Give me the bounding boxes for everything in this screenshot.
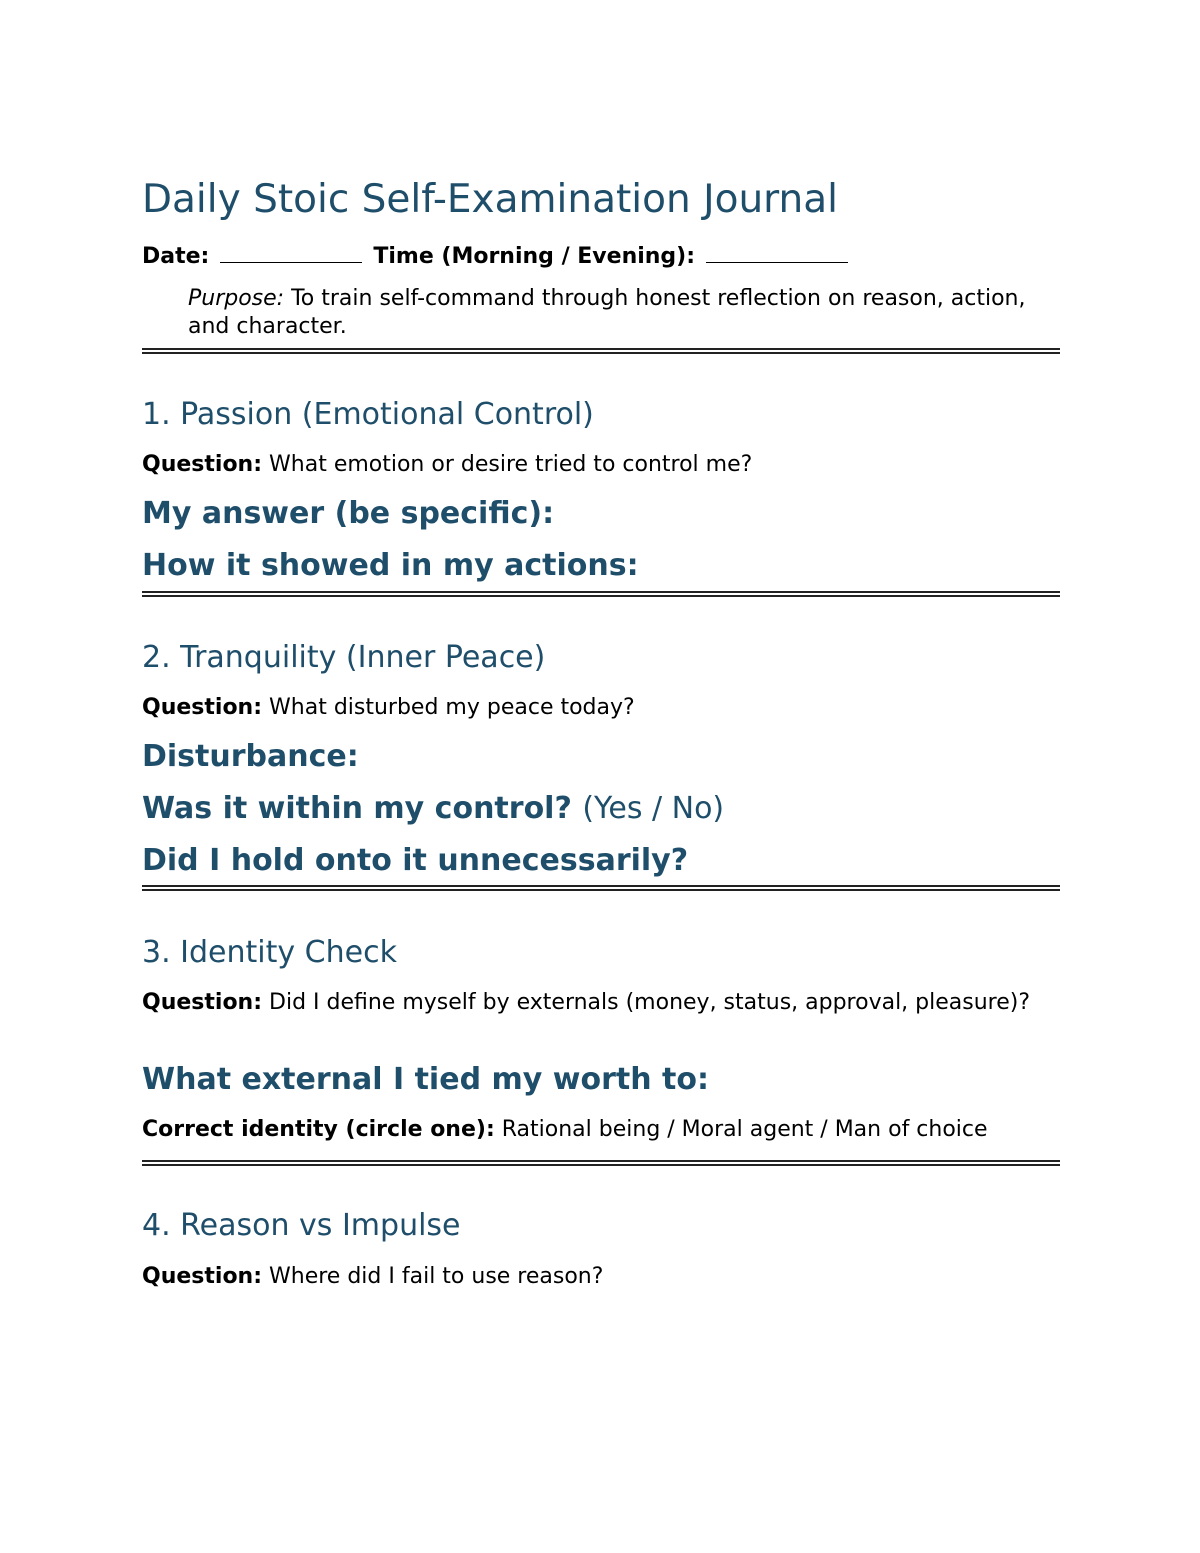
section-1-prompt-actions: How it showed in my actions:: [142, 548, 639, 583]
section-2-prompt-control: [142, 790, 724, 828]
time-label: Time (Morning / Evening):: [373, 244, 696, 269]
control-options: (Yes / No): [582, 791, 725, 826]
divider: [142, 591, 1060, 597]
section-3-heading: 3. Identity Check: [142, 935, 397, 970]
section-1-heading: 1. Passion (Emotional Control): [142, 397, 594, 432]
divider: [142, 1160, 1060, 1166]
question-label: Question:: [142, 452, 263, 477]
question-text: What disturbed my peace today?: [269, 695, 635, 720]
divider: [142, 348, 1060, 354]
purpose-text: To train self-command through honest reflection on reason, action, and character.: [188, 286, 1026, 339]
purpose-statement: [188, 285, 1028, 341]
question-label: Question:: [142, 695, 263, 720]
question-text: Did I define myself by externals (money, status, approval, pleasure)?: [269, 990, 1031, 1015]
date-time-line: [142, 240, 852, 271]
question-text: Where did I fail to use reason?: [269, 1264, 604, 1289]
section-2-question: [142, 694, 1042, 722]
date-field[interactable]: [220, 240, 362, 263]
question-text: What emotion or desire tried to control me?: [269, 452, 753, 477]
correct-identity-label: Correct identity (circle one):: [142, 1117, 495, 1142]
question-label: Question:: [142, 990, 263, 1015]
time-field[interactable]: [706, 240, 848, 263]
section-3-prompt-external: What external I tied my worth to:: [142, 1062, 709, 1097]
page-title: Daily Stoic Self-Examination Journal: [142, 177, 838, 222]
date-label: Date:: [142, 244, 210, 269]
divider: [142, 885, 1060, 891]
section-4-heading: 4. Reason vs Impulse: [142, 1208, 461, 1243]
section-2-heading: 2. Tranquility (Inner Peace): [142, 640, 546, 675]
control-question: Was it within my control?: [142, 791, 572, 826]
correct-identity-options[interactable]: Rational being / Moral agent / Man of choice: [501, 1117, 988, 1142]
purpose-label: Purpose:: [188, 286, 285, 311]
section-4-question: [142, 1263, 1042, 1291]
section-1-prompt-answer: My answer (be specific):: [142, 496, 555, 531]
section-3-question: [142, 989, 1042, 1017]
correct-identity-line: [142, 1116, 1042, 1144]
question-label: Question:: [142, 1264, 263, 1289]
section-1-question: [142, 451, 1042, 479]
section-2-prompt-hold: Did I hold onto it unnecessarily?: [142, 843, 689, 878]
section-2-prompt-disturbance: Disturbance:: [142, 739, 359, 774]
